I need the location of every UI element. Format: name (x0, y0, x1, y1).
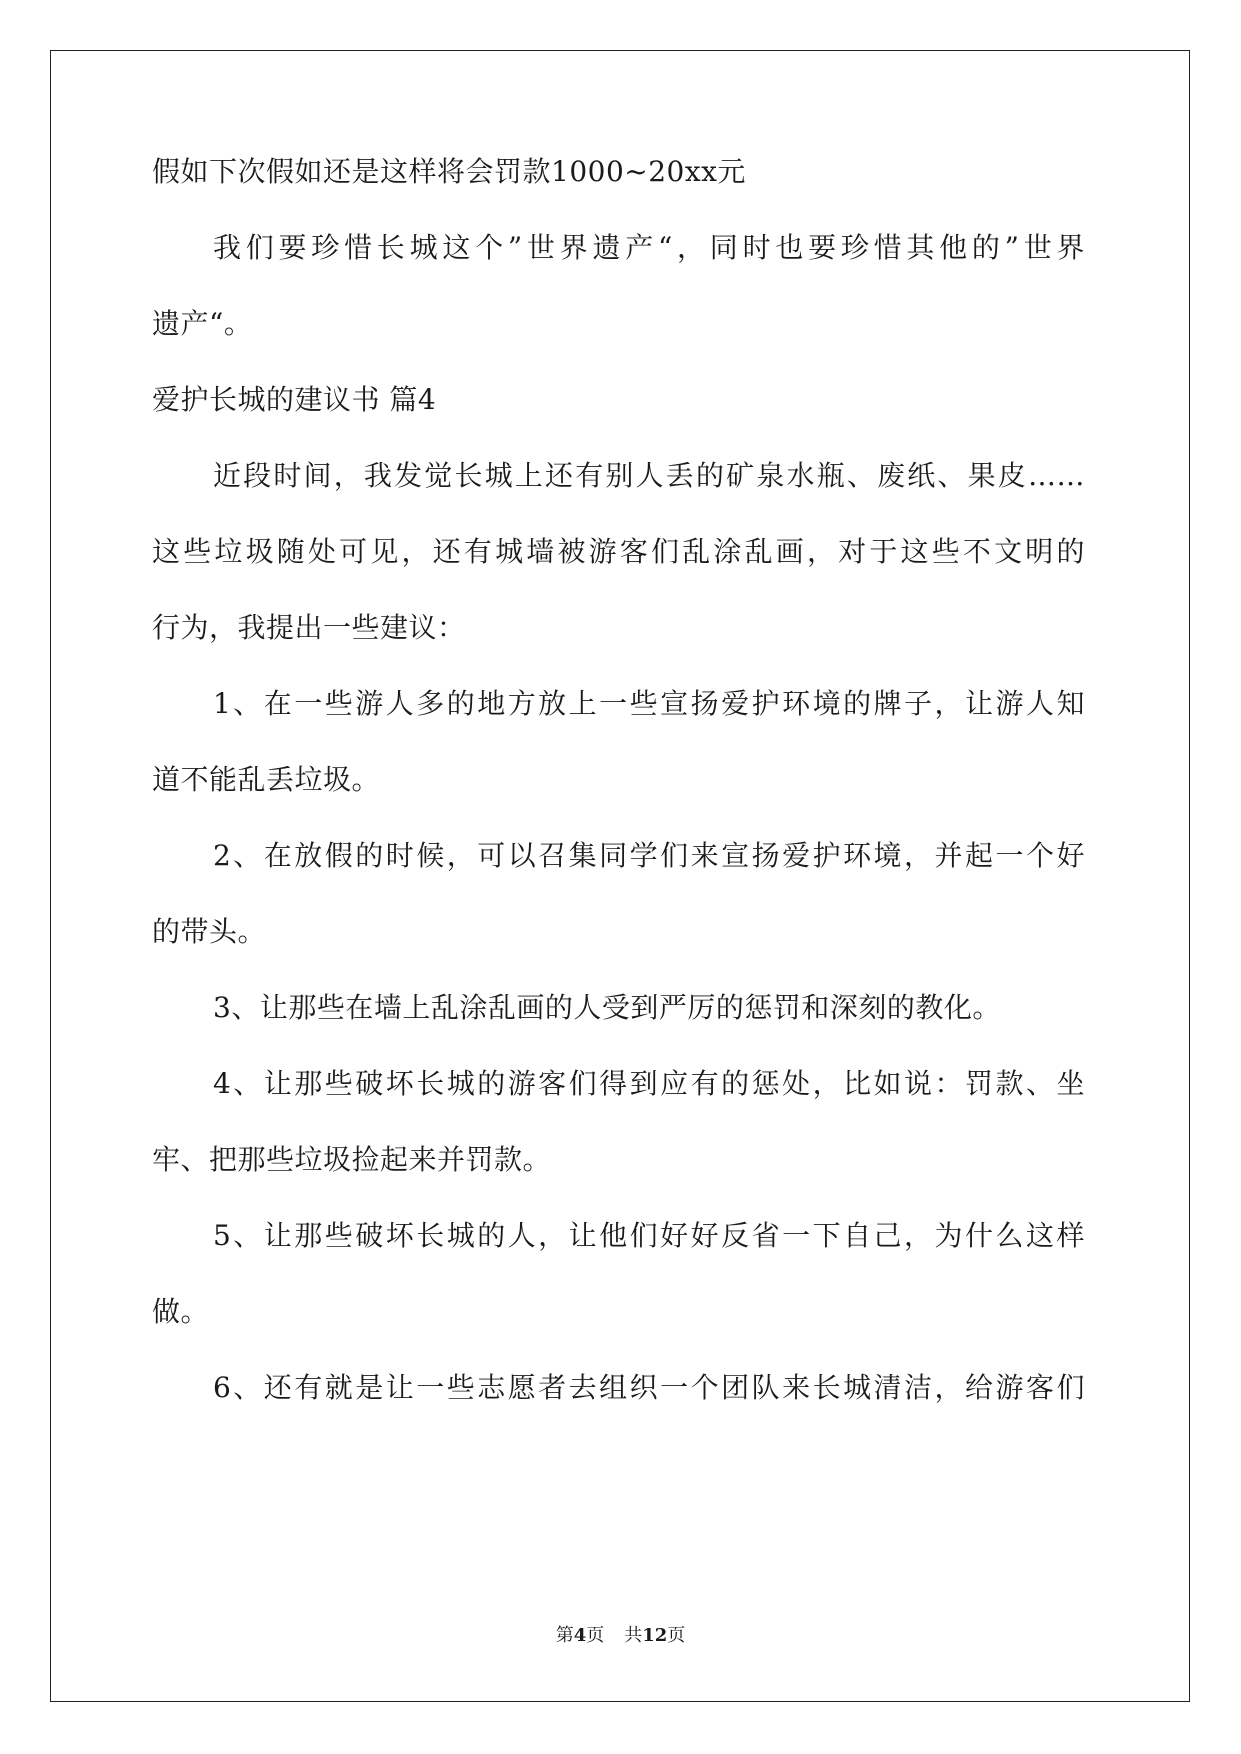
body-line: 假如下次假如还是这样将会罚款1000~20xx元 (152, 155, 746, 188)
page-border (50, 50, 1190, 1702)
section-heading: 爱护长城的建议书 篇4 (152, 383, 437, 416)
page-number: 4 (573, 1625, 587, 1646)
paragraph-line: 这些垃圾随处可见，还有城墙被游客们乱涂乱画，对于这些不文明的 (152, 535, 1085, 568)
paragraph-line: 近段时间，我发觉长城上还有别人丢的矿泉水瓶、废纸、果皮…… (213, 459, 1085, 492)
list-item-line: 的带头。 (152, 915, 267, 948)
list-item-line: 2、在放假的时候，可以召集同学们来宣扬爱护环境，并起一个好 (213, 839, 1085, 872)
total-pages: 12 (642, 1625, 668, 1646)
paragraph-line: 我们要珍惜长城这个”世界遗产“，同时也要珍惜其他的”世界 (213, 231, 1085, 264)
list-item-line: 3、让那些在墙上乱涂乱画的人受到严厉的惩罚和深刻的教化。 (213, 991, 1001, 1024)
list-item-line: 道不能乱丢垃圾。 (152, 763, 381, 796)
list-item-line: 1、在一些游人多的地方放上一些宣扬爱护环境的牌子，让游人知 (213, 687, 1085, 720)
list-item-line: 5、让那些破坏长城的人，让他们好好反省一下自己，为什么这样 (213, 1219, 1085, 1252)
list-item-line: 牢、把那些垃圾捡起来并罚款。 (152, 1143, 552, 1176)
list-item-line: 6、还有就是让一些志愿者去组织一个团队来长城清洁，给游客们 (213, 1371, 1085, 1404)
list-item-line: 做。 (152, 1295, 210, 1328)
paragraph-line: 遗产“。 (152, 307, 253, 340)
page-suffix: 页 (586, 1625, 605, 1646)
paragraph-line: 行为，我提出一些建议： (152, 611, 466, 644)
page-prefix: 第 (555, 1625, 574, 1646)
total-prefix: 共 (624, 1625, 643, 1646)
total-suffix: 页 (667, 1625, 686, 1646)
page-footer (0, 1624, 1241, 1648)
list-item-line: 4、让那些破坏长城的游客们得到应有的惩处，比如说：罚款、坐 (213, 1067, 1085, 1100)
